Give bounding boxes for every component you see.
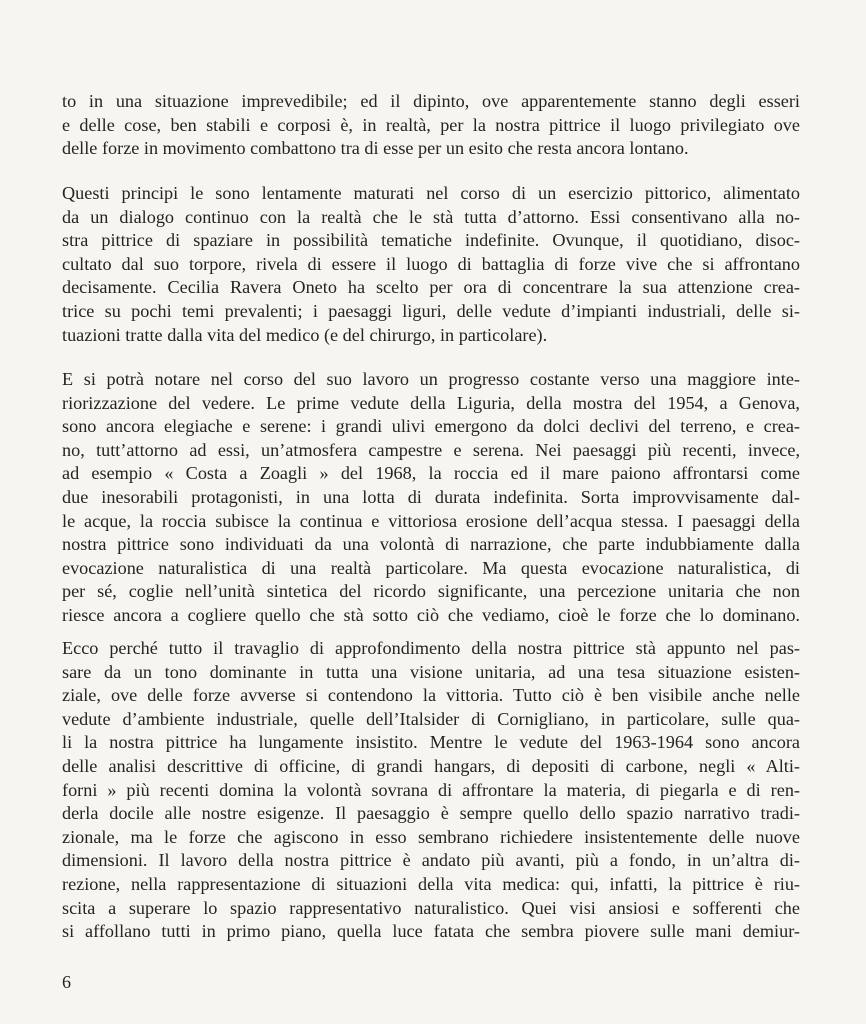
paragraph-line: delle analisi descrittive di officine, di grandi hangars, di depositi di carbone, negli « Alti- — [62, 755, 800, 776]
paragraph-line: cultato dal suo torpore, rivela di essere il luogo di battaglia di forze vive che si affrontano — [62, 253, 800, 274]
page-number: 6 — [62, 972, 71, 992]
paragraph-line: no, tutt’attorno ad essi, un’atmosfera campestre e serena. Nei paesaggi più recenti, invece, — [62, 439, 800, 460]
paragraph-line: dimensioni. Il lavoro della nostra pittrice è andato più avanti, più a fondo, in un’altra di- — [62, 850, 800, 871]
paragraph-line: si affollano tutti in primo piano, quella luce fatata che sembra piovere sulle mani demiur- — [62, 921, 800, 942]
paragraph-line: Questi principi le sono lentamente maturati nel corso di un esercizio pittorico, alimentato — [62, 183, 800, 203]
paragraph-line: le acque, la roccia subisce la continua e vittoriosa erosione dell’acqua stessa. I paesaggi della — [62, 510, 800, 531]
paragraph-line: sare da un tono dominante in tutta una visione unitaria, ad una tesa situazione esisten- — [62, 661, 800, 682]
paragraph-2 — [62, 182, 800, 347]
paragraph-line: tuazioni tratte dalla vita del medico (e del chirurgo, in particolare). — [62, 324, 548, 345]
paragraph-line: forni » più recenti domina la volontà sovrana di affrontare la materia, di piegarla e di ren- — [62, 779, 800, 800]
paragraph-line: vedute d’ambiente industriale, quelle dell’Italsider di Cornigliano, in particolare, sulle qua- — [62, 708, 800, 729]
paragraph-line: evocazione naturalistica di una realtà particolare. Ma questa evocazione naturalistica, di — [62, 557, 800, 578]
paragraph-1 — [62, 90, 800, 161]
paragraph-line: ad esempio « Costa a Zoagli » del 1968, la roccia ed il mare paiono affrontarsi come — [62, 463, 800, 484]
paragraph-line: e delle cose, ben stabili e corposi è, in realtà, per la nostra pittrice il luogo privilegiato ove — [62, 114, 800, 135]
paragraph-line: ziale, ove delle forze avverse si contendono la vittoria. Tutto ciò è ben visibile anche nelle — [62, 685, 800, 706]
paragraph-line: riorizzazione del vedere. Le prime vedute della Liguria, della mostra del 1954, a Genova, — [62, 392, 800, 413]
paragraph-line: Ecco perché tutto il travaglio di approfondimento della nostra pittrice stà appunto nel pas- — [62, 638, 800, 658]
paragraph-4 — [62, 637, 800, 944]
paragraph-line: sono ancora elegiache e serene: i grandi ulivi emergono da dolci declivi del terreno, e crea- — [62, 416, 800, 437]
paragraph-line: stra pittrice di spaziare in possibilità tematiche indefinite. Ovunque, il quotidiano, disoc- — [62, 230, 800, 251]
paragraph-line: da un dialogo continuo con la realtà che le stà tutta d’attorno. Essi consentivano alla no- — [62, 206, 800, 227]
paragraph-3 — [62, 368, 800, 628]
paragraph-line: due inesorabili protagonisti, in una lotta di durata indefinita. Sorta improvvisamente dal- — [62, 486, 800, 507]
paragraph-line: riesce ancora a cogliere quello che stà sotto ciò che vediamo, cioè le forze che lo dominano. — [62, 604, 800, 625]
paragraph-line: rezione, nella rappresentazione di situazioni della vita medica: qui, infatti, la pittrice è riu- — [62, 873, 800, 894]
paragraph-line: nostra pittrice sono individuati da una volontà di narrazione, che parte indubbiamente dalla — [62, 534, 800, 555]
paragraph-line: li la nostra pittrice ha lungamente insistito. Mentre le vedute del 1963-1964 sono ancora — [62, 732, 800, 753]
paragraph-line: derla docile alle nostre esigenze. Il paesaggio è sempre quello dello spazio narrativo tradi- — [62, 803, 800, 824]
paragraph-line: trice su pochi temi prevalenti; i paesaggi liguri, delle vedute d’impianti industriali, delle si- — [62, 300, 800, 321]
paragraph-line: E si potrà notare nel corso del suo lavoro un progresso costante verso una maggiore inte- — [62, 369, 800, 389]
paragraph-line: to in una situazione imprevedibile; ed il dipinto, ove apparentemente stanno degli esseri — [62, 91, 800, 111]
paragraph-line: scita a superare lo spazio rappresentativo naturalistico. Quei visi ansiosi e sofferenti che — [62, 897, 800, 918]
paragraph-line: delle forze in movimento combattono tra di esse per un esito che resta ancora lontano. — [62, 138, 689, 159]
paragraph-line: per sé, coglie nell’unità sintetica del ricordo significante, una percezione unitaria che non — [62, 581, 800, 602]
paragraph-line: decisamente. Cecilia Ravera Oneto ha scelto per ora di concentrare la sua attenzione crea- — [62, 277, 800, 298]
paragraph-line: zionale, ma le forze che agiscono in esso sembrano richiedere insistentemente delle nuove — [62, 826, 800, 847]
